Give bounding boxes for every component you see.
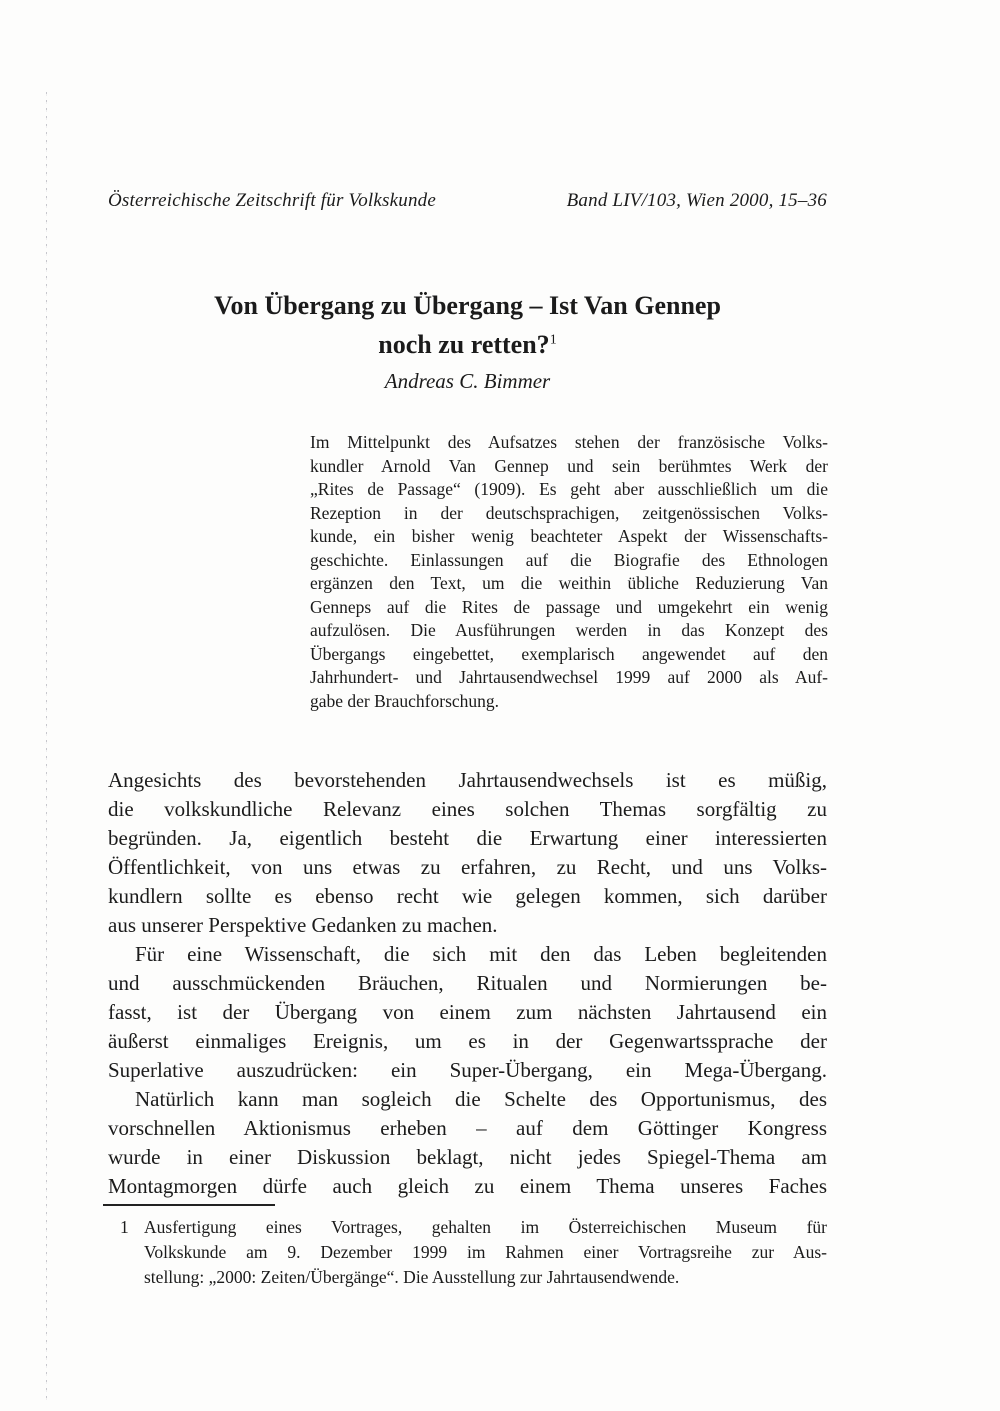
footnote-separator-rule: [103, 1204, 275, 1206]
text-line: kundler Arnold Van Gennep und sein berühmtes Werk der: [310, 455, 828, 476]
text-line: kundlern sollte es ebenso recht wie gelegen kommen, sich darüber: [108, 884, 827, 908]
text-line: Für eine Wissenschaft, die sich mit den das Leben begleitenden: [135, 942, 827, 966]
text-line: geschichte. Einlassungen auf die Biografie des Ethnologen: [310, 549, 828, 570]
text-line: Volkskunde am 9. Dezember 1999 im Rahmen einer Vortragsreihe zur Aus-: [144, 1242, 827, 1262]
footnote: [120, 1215, 827, 1290]
title-footnote-ref: 1: [549, 332, 557, 348]
text-line: Ausfertigung eines Vortrages, gehalten im Österreichischen Museum für: [144, 1217, 827, 1237]
text-line: Jahrhundert- und Jahrtausendwechsel 1999 auf 2000 als Auf-: [310, 667, 828, 687]
body-text: [108, 766, 827, 1201]
body-paragraph-1: [108, 766, 827, 940]
footnote-text: [144, 1215, 827, 1290]
text-line: stellung: „2000: Zeiten/Übergänge“. Die Ausstellung zur Jahrtausendwende.: [144, 1267, 680, 1287]
text-line: Im Mittelpunkt des Aufsatzes stehen der französische Volks-: [310, 432, 828, 452]
text-line: vorschnellen Aktionismus erheben – auf dem Göttinger Kongress: [108, 1116, 827, 1140]
issue-info: Band LIV/103, Wien 2000, 15–36: [566, 190, 827, 211]
text-line: die volkskundliche Relevanz eines solchen Themas sorgfältig zu: [108, 797, 827, 821]
text-line: kunde, ein bisher wenig beachteter Aspekt der Wissenschafts-: [310, 526, 828, 546]
title-line-1: Von Übergang zu Übergang – Ist Van Gennep: [214, 291, 721, 321]
text-line: Montagmorgen dürfe auch gleich zu einem Thema unseres Faches: [108, 1174, 827, 1198]
text-line: äußerst einmaliges Ereignis, um es in der Gegenwartssprache der: [108, 1029, 827, 1053]
author-name: Andreas C. Bimmer: [384, 369, 551, 393]
text-line: Öffentlichkeit, von uns etwas zu erfahren, zu Recht, und uns Volks-: [108, 855, 827, 879]
text-line: Natürlich kann man sogleich die Schelte des Opportunismus, des: [135, 1087, 827, 1111]
text-line: ergänzen den Text, um die weithin übliche Reduzierung Van: [310, 573, 828, 593]
article-title: [108, 286, 827, 364]
scan-binding-artifact-line: [46, 92, 47, 1403]
text-line: Angesichts des bevorstehenden Jahrtausendwechsels ist es müßig,: [108, 768, 827, 792]
text-line: gabe der Brauchforschung.: [310, 690, 500, 711]
text-line: aus unserer Perspektive Gedanken zu machen.: [108, 913, 498, 937]
journal-name: Österreichische Zeitschrift für Volkskunde: [108, 190, 437, 211]
text-line: Superlative auszudrücken: ein Super-Übergang, ein Mega-Übergang.: [108, 1058, 827, 1082]
title-line-2: noch zu retten?: [378, 330, 550, 360]
text-line: Übergangs eingebettet, exemplarisch angewendet auf den: [310, 643, 828, 664]
text-line: aufzulösen. Die Ausführungen werden in das Konzept des: [310, 620, 828, 640]
journal-header: [108, 190, 827, 212]
abstract-block: [310, 431, 828, 713]
text-line: wurde in einer Diskussion beklagt, nicht jedes Spiegel-Thema am: [108, 1145, 827, 1169]
text-line: „Rites de Passage“ (1909). Es geht aber ausschließlich um die: [310, 479, 828, 499]
footnote-marker: 1: [120, 1217, 129, 1237]
text-line: Rezeption in der deutschsprachigen, zeitgenössischen Volks-: [310, 502, 828, 523]
text-line: begründen. Ja, eigentlich besteht die Erwartung einer interessierten: [108, 826, 827, 850]
body-paragraph-3: [108, 1085, 827, 1201]
body-paragraph-2: [108, 940, 827, 1085]
text-line: und ausschmückenden Bräuchen, Ritualen und Normierungen be-: [108, 971, 827, 995]
text-line: fasst, ist der Übergang von einem zum nächsten Jahrtausend ein: [108, 1000, 827, 1024]
text-line: Genneps auf die Rites de passage und umgekehrt ein wenig: [310, 596, 828, 617]
